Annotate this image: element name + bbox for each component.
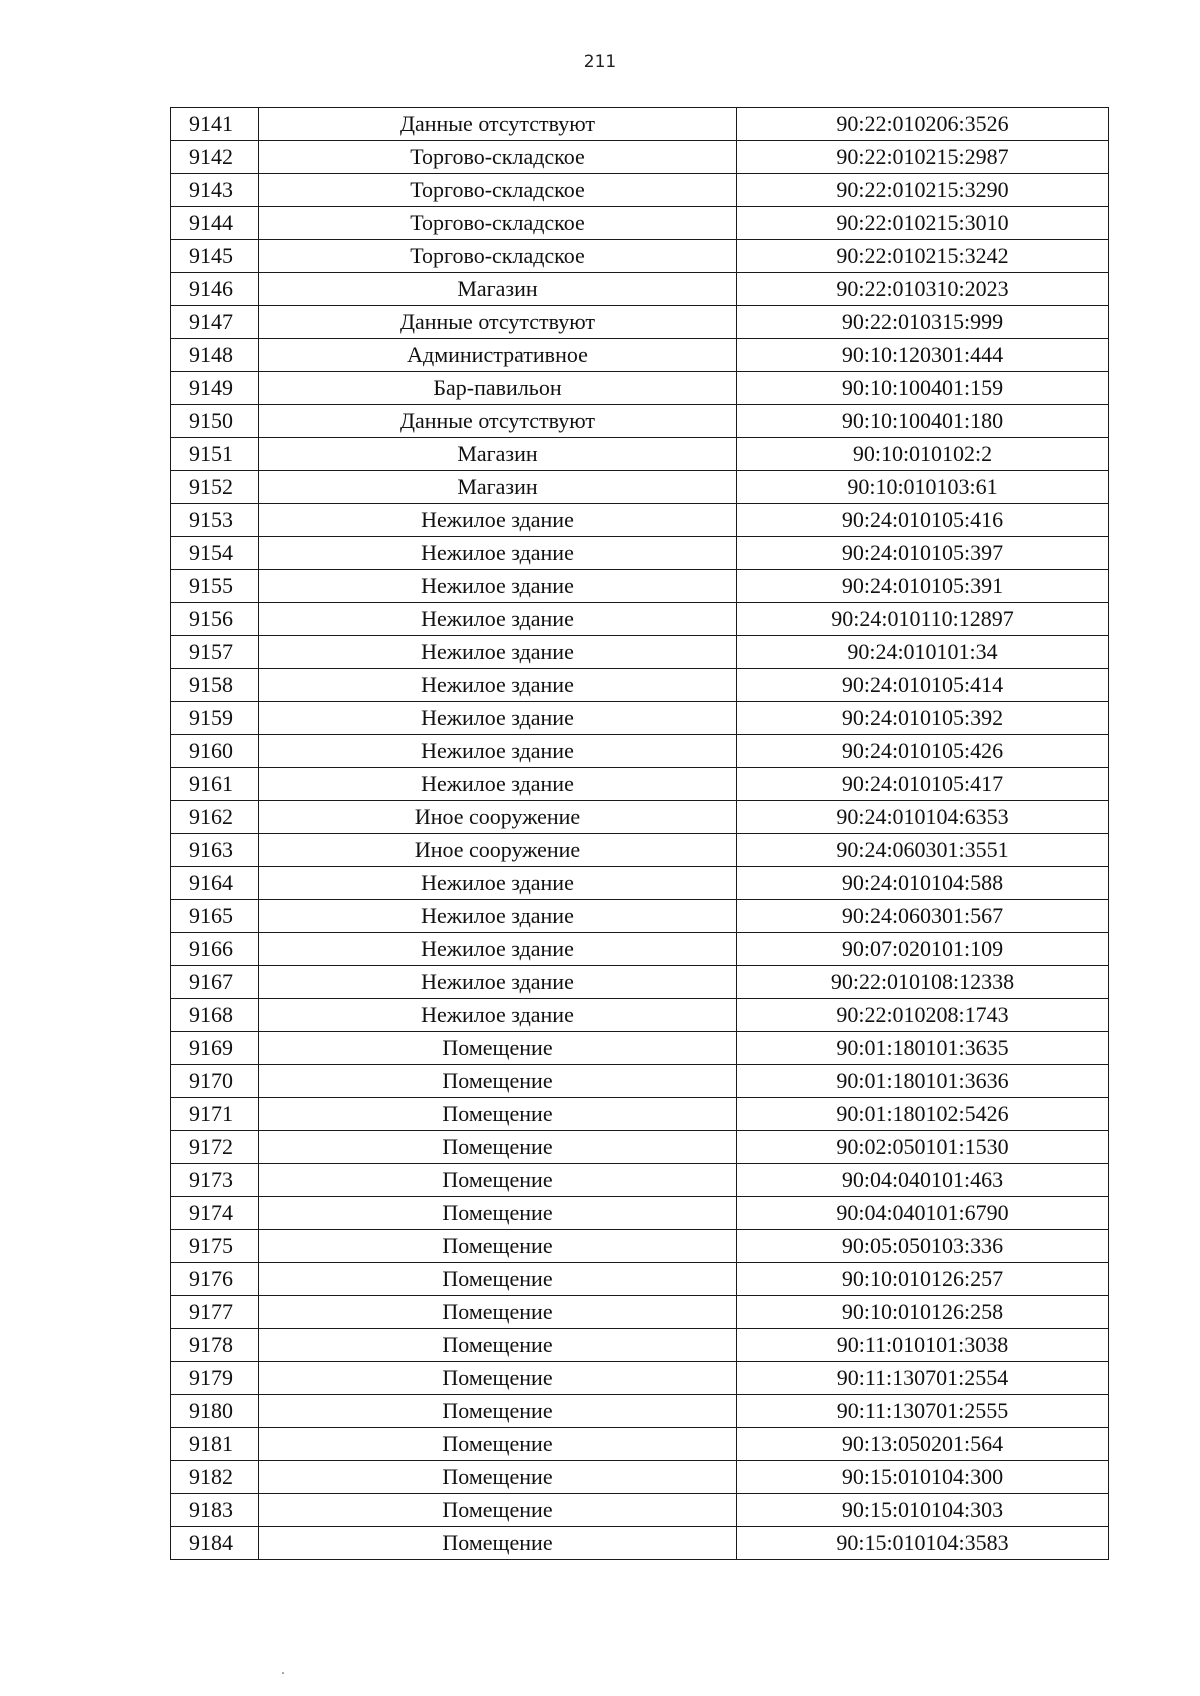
row-number-cell: 9162 [171,801,259,834]
object-name-cell: Помещение [259,1395,737,1428]
object-name-cell: Помещение [259,1098,737,1131]
cadastral-number-cell: 90:05:050103:336 [737,1230,1109,1263]
table-row [171,603,1109,636]
cadastral-number-cell: 90:02:050101:1530 [737,1131,1109,1164]
object-name-cell: Помещение [259,1032,737,1065]
cadastral-number-cell: 90:15:010104:303 [737,1494,1109,1527]
object-name-cell: Нежилое здание [259,537,737,570]
object-name-cell: Помещение [259,1362,737,1395]
table-row [171,207,1109,240]
table-row [171,438,1109,471]
object-name-cell: Данные отсутствуют [259,306,737,339]
cadastral-number-cell: 90:22:010215:3290 [737,174,1109,207]
table-row [171,1329,1109,1362]
scan-speck [282,1672,284,1674]
object-name-cell: Нежилое здание [259,735,737,768]
table-row [171,240,1109,273]
cadastral-number-cell: 90:22:010310:2023 [737,273,1109,306]
object-name-cell: Торгово-складское [259,141,737,174]
table-row [171,1428,1109,1461]
cadastral-number-cell: 90:10:100401:180 [737,405,1109,438]
object-name-cell: Нежилое здание [259,867,737,900]
row-number-cell: 9178 [171,1329,259,1362]
row-number-cell: 9183 [171,1494,259,1527]
row-number-cell: 9160 [171,735,259,768]
object-name-cell: Магазин [259,471,737,504]
row-number-cell: 9170 [171,1065,259,1098]
cadastral-number-cell: 90:24:010105:391 [737,570,1109,603]
row-number-cell: 9152 [171,471,259,504]
cadastral-number-cell: 90:04:040101:6790 [737,1197,1109,1230]
table-row [171,1065,1109,1098]
registry-table-body [171,108,1109,1560]
row-number-cell: 9149 [171,372,259,405]
table-row [171,867,1109,900]
table-row [171,1527,1109,1560]
table-row [171,339,1109,372]
table-row [171,702,1109,735]
row-number-cell: 9168 [171,999,259,1032]
object-name-cell: Помещение [259,1296,737,1329]
table-row [171,306,1109,339]
cadastral-number-cell: 90:22:010108:12338 [737,966,1109,999]
object-name-cell: Помещение [259,1230,737,1263]
row-number-cell: 9173 [171,1164,259,1197]
cadastral-number-cell: 90:11:130701:2554 [737,1362,1109,1395]
registry-table [170,107,1109,1560]
row-number-cell: 9150 [171,405,259,438]
object-name-cell: Иное сооружение [259,834,737,867]
cadastral-number-cell: 90:10:010126:258 [737,1296,1109,1329]
cadastral-number-cell: 90:24:010104:6353 [737,801,1109,834]
object-name-cell: Магазин [259,438,737,471]
row-number-cell: 9182 [171,1461,259,1494]
object-name-cell: Помещение [259,1164,737,1197]
object-name-cell: Помещение [259,1131,737,1164]
object-name-cell: Помещение [259,1527,737,1560]
object-name-cell: Данные отсутствуют [259,108,737,141]
table-row [171,1032,1109,1065]
object-name-cell: Нежилое здание [259,504,737,537]
object-name-cell: Помещение [259,1329,737,1362]
table-row [171,1131,1109,1164]
table-row [171,1197,1109,1230]
cadastral-number-cell: 90:01:180101:3635 [737,1032,1109,1065]
cadastral-number-cell: 90:07:020101:109 [737,933,1109,966]
row-number-cell: 9176 [171,1263,259,1296]
row-number-cell: 9177 [171,1296,259,1329]
row-number-cell: 9167 [171,966,259,999]
table-row [171,1362,1109,1395]
cadastral-number-cell: 90:10:100401:159 [737,372,1109,405]
row-number-cell: 9145 [171,240,259,273]
object-name-cell: Нежилое здание [259,636,737,669]
table-row [171,636,1109,669]
cadastral-number-cell: 90:10:120301:444 [737,339,1109,372]
cadastral-number-cell: 90:15:010104:300 [737,1461,1109,1494]
cadastral-number-cell: 90:10:010103:61 [737,471,1109,504]
object-name-cell: Помещение [259,1197,737,1230]
cadastral-number-cell: 90:24:060301:3551 [737,834,1109,867]
table-row [171,537,1109,570]
table-row [171,669,1109,702]
cadastral-number-cell: 90:24:010105:426 [737,735,1109,768]
row-number-cell: 9143 [171,174,259,207]
cadastral-number-cell: 90:24:010105:416 [737,504,1109,537]
cadastral-number-cell: 90:24:010104:588 [737,867,1109,900]
cadastral-number-cell: 90:22:010208:1743 [737,999,1109,1032]
cadastral-number-cell: 90:24:060301:567 [737,900,1109,933]
table-row [171,1263,1109,1296]
row-number-cell: 9148 [171,339,259,372]
object-name-cell: Нежилое здание [259,966,737,999]
table-row [171,174,1109,207]
object-name-cell: Помещение [259,1263,737,1296]
cadastral-number-cell: 90:01:180101:3636 [737,1065,1109,1098]
row-number-cell: 9151 [171,438,259,471]
table-row [171,1296,1109,1329]
page-number: 211 [583,52,617,72]
table-row [171,1461,1109,1494]
row-number-cell: 9142 [171,141,259,174]
table-row [171,108,1109,141]
row-number-cell: 9161 [171,768,259,801]
row-number-cell: 9159 [171,702,259,735]
table-row [171,570,1109,603]
table-row [171,1098,1109,1131]
table-row [171,834,1109,867]
table-row [171,372,1109,405]
object-name-cell: Нежилое здание [259,999,737,1032]
object-name-cell: Торгово-складское [259,240,737,273]
cadastral-number-cell: 90:11:130701:2555 [737,1395,1109,1428]
cadastral-number-cell: 90:22:010215:3010 [737,207,1109,240]
object-name-cell: Данные отсутствуют [259,405,737,438]
cadastral-number-cell: 90:24:010105:414 [737,669,1109,702]
row-number-cell: 9154 [171,537,259,570]
table-row [171,504,1109,537]
table-row [171,1494,1109,1527]
table-row [171,933,1109,966]
cadastral-number-cell: 90:22:010215:2987 [737,141,1109,174]
row-number-cell: 9171 [171,1098,259,1131]
row-number-cell: 9141 [171,108,259,141]
table-row [171,966,1109,999]
table-row [171,900,1109,933]
row-number-cell: 9180 [171,1395,259,1428]
object-name-cell: Иное сооружение [259,801,737,834]
object-name-cell: Помещение [259,1428,737,1461]
row-number-cell: 9144 [171,207,259,240]
object-name-cell: Нежилое здание [259,900,737,933]
row-number-cell: 9166 [171,933,259,966]
row-number-cell: 9184 [171,1527,259,1560]
row-number-cell: 9163 [171,834,259,867]
row-number-cell: 9175 [171,1230,259,1263]
table-row [171,1395,1109,1428]
cadastral-number-cell: 90:10:010126:257 [737,1263,1109,1296]
table-row [171,1230,1109,1263]
row-number-cell: 9157 [171,636,259,669]
cadastral-number-cell: 90:22:010215:3242 [737,240,1109,273]
object-name-cell: Нежилое здание [259,570,737,603]
object-name-cell: Нежилое здание [259,603,737,636]
row-number-cell: 9147 [171,306,259,339]
row-number-cell: 9155 [171,570,259,603]
table-row [171,768,1109,801]
object-name-cell: Торгово-складское [259,174,737,207]
cadastral-number-cell: 90:22:010315:999 [737,306,1109,339]
object-name-cell: Помещение [259,1494,737,1527]
object-name-cell: Помещение [259,1065,737,1098]
object-name-cell: Магазин [259,273,737,306]
row-number-cell: 9146 [171,273,259,306]
cadastral-number-cell: 90:10:010102:2 [737,438,1109,471]
object-name-cell: Нежилое здание [259,933,737,966]
object-name-cell: Бар-павильон [259,372,737,405]
object-name-cell: Помещение [259,1461,737,1494]
cadastral-number-cell: 90:24:010105:392 [737,702,1109,735]
table-row [171,405,1109,438]
table-row [171,471,1109,504]
row-number-cell: 9181 [171,1428,259,1461]
object-name-cell: Нежилое здание [259,702,737,735]
cadastral-number-cell: 90:24:010105:397 [737,537,1109,570]
row-number-cell: 9179 [171,1362,259,1395]
object-name-cell: Торгово-складское [259,207,737,240]
cadastral-number-cell: 90:24:010101:34 [737,636,1109,669]
cadastral-number-cell: 90:04:040101:463 [737,1164,1109,1197]
cadastral-number-cell: 90:01:180102:5426 [737,1098,1109,1131]
row-number-cell: 9153 [171,504,259,537]
row-number-cell: 9164 [171,867,259,900]
cadastral-number-cell: 90:22:010206:3526 [737,108,1109,141]
cadastral-number-cell: 90:24:010105:417 [737,768,1109,801]
row-number-cell: 9165 [171,900,259,933]
cadastral-number-cell: 90:13:050201:564 [737,1428,1109,1461]
table-row [171,273,1109,306]
row-number-cell: 9172 [171,1131,259,1164]
table-row [171,141,1109,174]
cadastral-number-cell: 90:15:010104:3583 [737,1527,1109,1560]
object-name-cell: Нежилое здание [259,768,737,801]
table-row [171,1164,1109,1197]
table-row [171,801,1109,834]
row-number-cell: 9158 [171,669,259,702]
table-row [171,999,1109,1032]
object-name-cell: Нежилое здание [259,669,737,702]
table-row [171,735,1109,768]
row-number-cell: 9174 [171,1197,259,1230]
row-number-cell: 9156 [171,603,259,636]
cadastral-number-cell: 90:11:010101:3038 [737,1329,1109,1362]
cadastral-number-cell: 90:24:010110:12897 [737,603,1109,636]
row-number-cell: 9169 [171,1032,259,1065]
object-name-cell: Административное [259,339,737,372]
